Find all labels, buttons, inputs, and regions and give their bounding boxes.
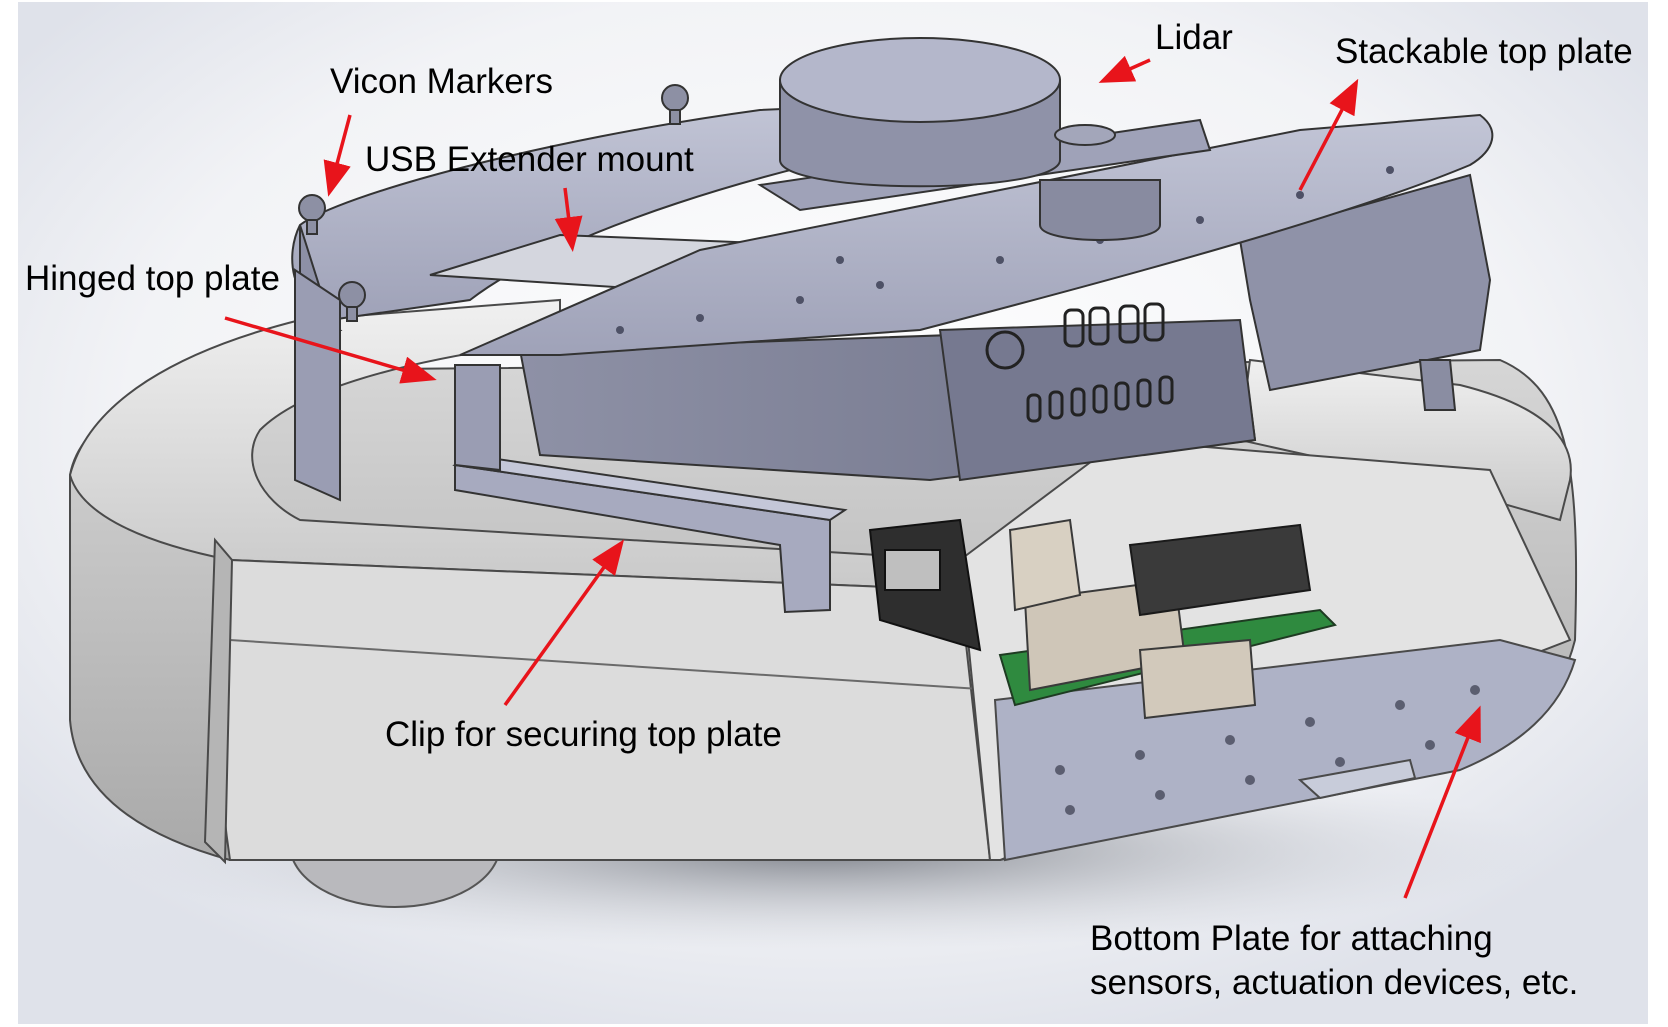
label-usb-extender-mount: USB Extender mount	[365, 140, 694, 179]
vicon-marker-stem	[307, 220, 317, 234]
lidar-base	[1040, 180, 1160, 240]
vicon-marker	[299, 195, 325, 221]
connector-block-tall	[1010, 520, 1080, 610]
label-bottom-plate-line1: Bottom Plate for attaching	[1090, 919, 1493, 958]
connector-block-small	[1140, 640, 1255, 718]
clip-post	[455, 365, 500, 470]
front-bumper	[219, 560, 990, 860]
usb-port	[885, 550, 940, 590]
label-vicon-markers: Vicon Markers	[330, 62, 554, 101]
label-lidar: Lidar	[1155, 18, 1233, 57]
vicon-marker-stem	[347, 307, 357, 321]
label-clip: Clip for securing top plate	[385, 715, 782, 754]
vicon-marker	[662, 85, 688, 111]
label-bottom-plate-line2: sensors, actuation devices, etc.	[1090, 963, 1579, 1002]
hinge-bracket	[295, 270, 340, 500]
vicon-marker-stem	[670, 110, 680, 124]
label-stackable-top-plate: Stackable top plate	[1335, 32, 1633, 71]
vicon-marker	[339, 282, 365, 308]
lidar-top	[780, 38, 1060, 122]
label-hinged-top-plate: Hinged top plate	[25, 259, 280, 298]
